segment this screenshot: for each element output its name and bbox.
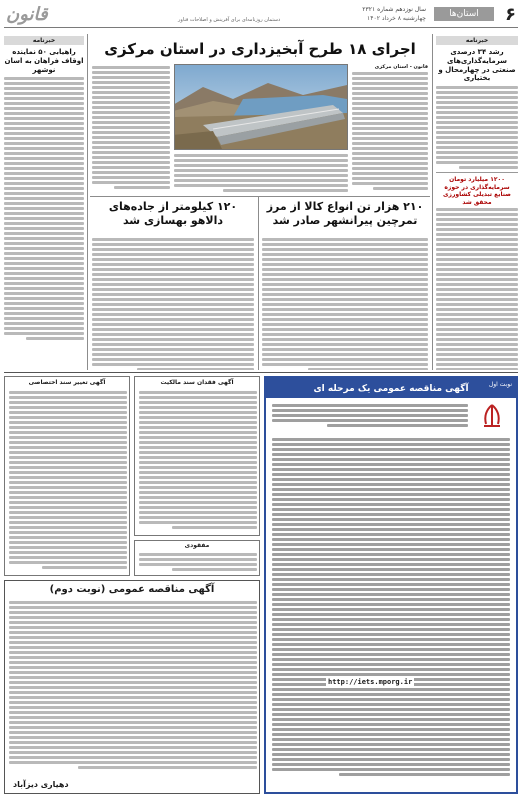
column-rule (258, 196, 259, 370)
roads-headline-line1: ۱۲۰ کیلومتر از جاده‌های (108, 200, 238, 213)
tender-round: نوبت اول (488, 381, 512, 388)
border-headline-line2: تمرچین پیرانشهر صادر شد (272, 213, 418, 227)
border-headline (262, 200, 428, 228)
misc-title: مفقودی (184, 542, 210, 549)
tender-title: آگهی مناقصه عمومی یک مرحله ای (313, 384, 469, 394)
mortgage-title: آگهی تغییر سند اختصاصی (28, 379, 106, 386)
second-tender-title: آگهی مناقصه عمومی (نوبت دوم) (49, 584, 215, 595)
column-rule (432, 34, 433, 370)
lead-byline: قانون - استان مرکزی (374, 64, 428, 70)
ownership-notice (134, 376, 260, 536)
issue-line: سال نوزدهم شماره ۲۳۲۱ (362, 6, 426, 13)
tender-intro (272, 402, 468, 430)
lead-headline: اجرای ۱۸ طرح آبخیزداری در استان مرکزی (104, 40, 416, 58)
page-number: ۶ (505, 4, 516, 25)
column-kicker: خبرنامه (436, 36, 518, 45)
row-rule (90, 196, 430, 197)
tender-notice (264, 376, 518, 794)
article-body (4, 77, 84, 340)
column-rule (87, 34, 88, 370)
iran-emblem-icon (474, 402, 510, 432)
section-label: استان‌ها (434, 7, 494, 21)
date-line: چهارشنبه ۸ خرداد ۱۴۰۲ (367, 15, 426, 22)
roads-headline-line2: دالاهو بهسازی شد (122, 213, 224, 227)
border-story-body (262, 236, 428, 370)
ownership-title: آگهی فقدان سند مالکیت (160, 379, 234, 386)
newspaper-logo: قانون (6, 4, 48, 25)
watershed-dam-illustration (174, 65, 347, 150)
masthead (4, 4, 518, 28)
border-headline-line1: ۲۱۰ هزار تن انواع کالا از مرز (266, 200, 424, 213)
tender-url[interactable]: http://iets.mporg.ir (328, 678, 413, 686)
roads-story-body (92, 236, 254, 370)
column-kicker: خبرنامه (4, 36, 84, 45)
roads-headline (92, 200, 254, 228)
article-body (436, 86, 518, 169)
row-rule (4, 372, 518, 373)
second-tender-signature: دهیاری دیزآباد (13, 780, 69, 789)
misc-notice (134, 540, 260, 576)
lead-body-right (352, 64, 428, 192)
second-tender-notice (4, 580, 260, 794)
right-column (436, 36, 518, 370)
tender-body (272, 436, 510, 790)
mortgage-notice (4, 376, 130, 576)
lead-body-bottom (174, 152, 348, 192)
dam-photo (174, 64, 348, 150)
article-body (436, 208, 518, 370)
right-headline: رشد ۳۴ درصدی سرمایه‌گذاری‌های صنعتی در چهارمحال و بختیاری (438, 48, 516, 83)
lead-body-left (92, 64, 170, 192)
right-subhead: ۱۲۰۰ میلیارد تومان سرمایه‌گذاری در حوزه صنایع تبدیلی کشاورزی محقق شد (443, 176, 511, 206)
tagline: دستمان روزنامه‌ای برای آفرینش و اصلاحات فناور (178, 17, 281, 23)
left-column (4, 36, 84, 370)
left-headline: راهیابی ۵۰ نماینده اوقاف فراهان به اسان نوشهر (4, 48, 84, 74)
